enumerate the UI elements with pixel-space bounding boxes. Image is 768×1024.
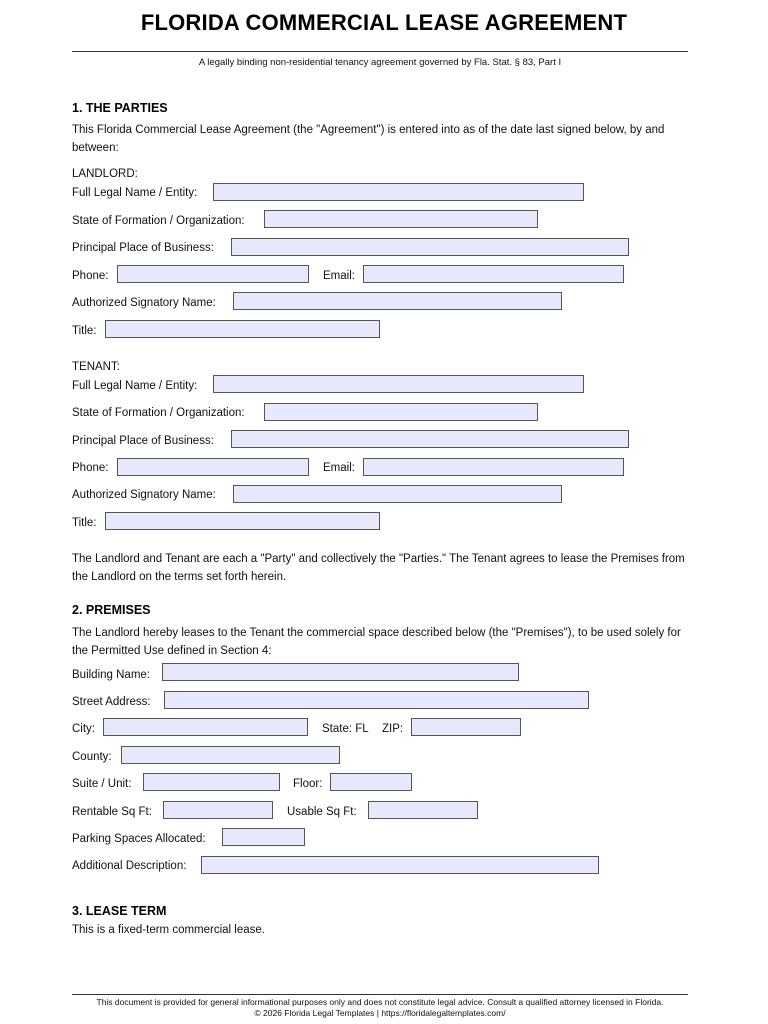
landlord-title-label: Title:	[72, 325, 97, 337]
floor-field[interactable]	[330, 773, 412, 791]
landlord-phone-field[interactable]	[117, 265, 309, 283]
landlord-full-name-label: Full Legal Name / Entity:	[72, 187, 198, 199]
zip-label: ZIP:	[382, 723, 404, 735]
landlord-full-name-field[interactable]	[213, 183, 584, 201]
usable-sqft-label: Usable Sq Ft:	[287, 806, 357, 818]
section-1-intro: This Florida Commercial Lease Agreement (the "Agreement") is entered into as of the date last signed below, by and between:	[72, 124, 665, 154]
city-label: City:	[72, 723, 95, 735]
landlord-principal-label: Principal Place of Business:	[72, 242, 214, 254]
title-divider	[72, 51, 688, 52]
tenant-signatory-label: Authorized Signatory Name:	[72, 489, 216, 501]
tenant-heading: TENANT:	[72, 361, 120, 373]
section-2-intro: The Landlord hereby leases to the Tenant the commercial space described below (the "Premises"), to be used solely for the Permitted Use defined in Section 4:	[72, 627, 681, 657]
zip-field[interactable]	[411, 718, 521, 736]
landlord-email-label: Email:	[323, 270, 355, 282]
floor-label: Floor:	[293, 778, 323, 790]
street-address-label: Street Address:	[72, 696, 151, 708]
county-label: County:	[72, 751, 112, 763]
parking-spaces-field[interactable]	[222, 828, 305, 846]
tenant-principal-label: Principal Place of Business:	[72, 435, 214, 447]
building-name-field[interactable]	[162, 663, 519, 681]
landlord-state-label: State of Formation / Organization:	[72, 215, 245, 227]
landlord-phone-label: Phone:	[72, 270, 109, 282]
tenant-phone-field[interactable]	[117, 458, 309, 476]
tenant-full-name-label: Full Legal Name / Entity:	[72, 380, 198, 392]
building-name-label: Building Name:	[72, 669, 150, 681]
rentable-sqft-field[interactable]	[163, 801, 273, 819]
county-field[interactable]	[121, 746, 340, 764]
tenant-signatory-field[interactable]	[233, 485, 562, 503]
section-1-heading: 1. THE PARTIES	[72, 101, 168, 115]
section-3-heading: 3. LEASE TERM	[72, 904, 167, 918]
footer-divider	[72, 994, 688, 995]
section-2-heading: 2. PREMISES	[72, 603, 151, 617]
additional-description-field[interactable]	[201, 856, 599, 874]
tenant-state-label: State of Formation / Organization:	[72, 407, 245, 419]
footer-copyright: © 2026 Florida Legal Templates | https://floridalegaltemplates.com/	[254, 1008, 506, 1018]
tenant-email-field[interactable]	[363, 458, 624, 476]
tenant-phone-label: Phone:	[72, 462, 109, 474]
landlord-email-field[interactable]	[363, 265, 624, 283]
street-address-field[interactable]	[164, 691, 589, 709]
parties-closing-text: The Landlord and Tenant are each a "Party" and collectively the "Parties." The Tenant agrees to lease the Premises from the Landlord on the terms set forth herein.	[72, 553, 685, 583]
tenant-title-label: Title:	[72, 517, 97, 529]
tenant-state-field[interactable]	[264, 403, 538, 421]
city-field[interactable]	[103, 718, 308, 736]
rentable-sqft-label: Rentable Sq Ft:	[72, 806, 152, 818]
document-subtitle: A legally binding non-residential tenancy agreement governed by Fla. Stat. § 83, Part I	[198, 57, 562, 68]
section-3-intro: This is a fixed-term commercial lease.	[72, 924, 265, 936]
landlord-state-field[interactable]	[264, 210, 538, 228]
landlord-principal-field[interactable]	[231, 238, 629, 256]
state-fl-text: State: FL	[322, 723, 369, 735]
parking-spaces-label: Parking Spaces Allocated:	[72, 833, 206, 845]
document-title: FLORIDA COMMERCIAL LEASE AGREEMENT	[140, 10, 628, 35]
landlord-heading: LANDLORD:	[72, 168, 138, 180]
additional-description-label: Additional Description:	[72, 860, 187, 872]
tenant-full-name-field[interactable]	[213, 375, 584, 393]
tenant-email-label: Email:	[323, 462, 355, 474]
usable-sqft-field[interactable]	[368, 801, 478, 819]
tenant-principal-field[interactable]	[231, 430, 629, 448]
landlord-title-field[interactable]	[105, 320, 380, 338]
landlord-signatory-field[interactable]	[233, 292, 562, 310]
suite-unit-field[interactable]	[143, 773, 280, 791]
footer-disclaimer: This document is provided for general informational purposes only and does not constitute legal advice. Consult a qualified attorney licensed in Florida.	[96, 997, 664, 1007]
suite-unit-label: Suite / Unit:	[72, 778, 132, 790]
tenant-title-field[interactable]	[105, 512, 380, 530]
landlord-signatory-label: Authorized Signatory Name:	[72, 297, 216, 309]
